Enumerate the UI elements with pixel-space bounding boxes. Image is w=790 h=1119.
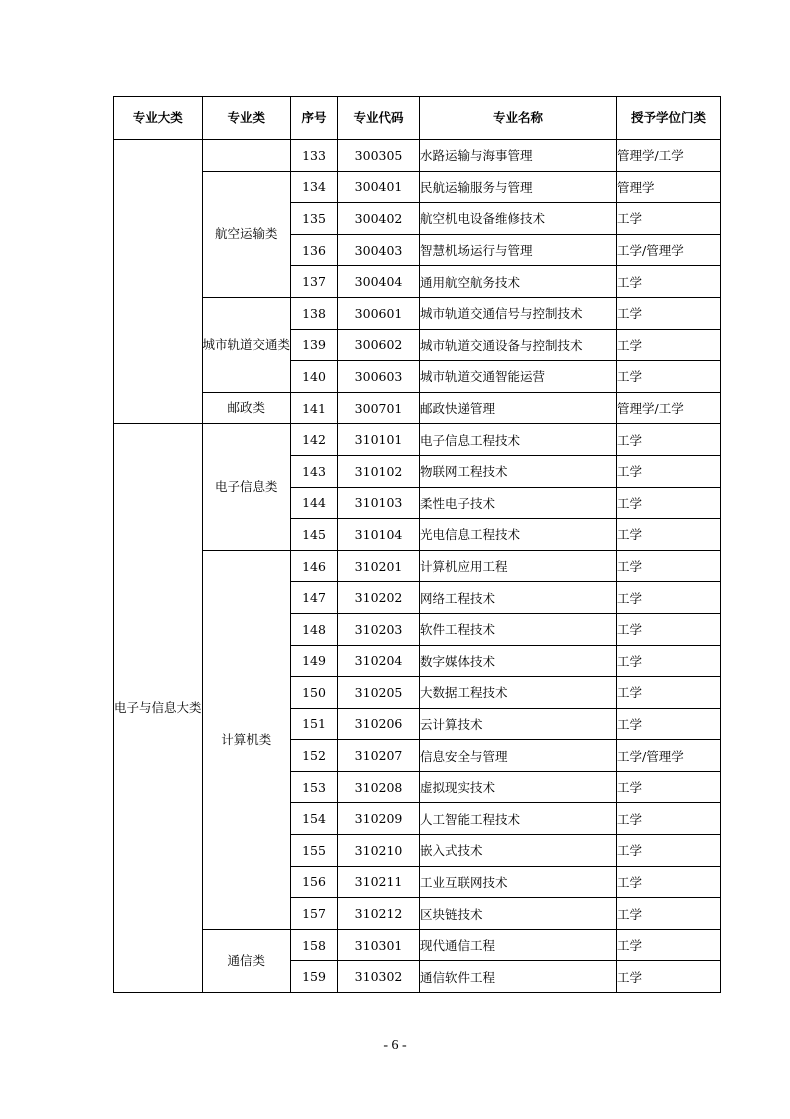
name-cell: 城市轨道交通智能运营 bbox=[420, 361, 617, 393]
name-cell: 城市轨道交通设备与控制技术 bbox=[420, 329, 617, 361]
table-row bbox=[114, 297, 721, 329]
name-cell: 区块链技术 bbox=[420, 898, 617, 930]
code-cell: 300602 bbox=[338, 329, 420, 361]
code-cell: 310212 bbox=[338, 898, 420, 930]
header-degree: 授予学位门类 bbox=[617, 97, 721, 140]
index-cell: 155 bbox=[291, 835, 338, 867]
code-cell: 300305 bbox=[338, 140, 420, 172]
code-cell: 310103 bbox=[338, 487, 420, 519]
name-cell: 民航运输服务与管理 bbox=[420, 171, 617, 203]
index-cell: 159 bbox=[291, 961, 338, 993]
degree-cell: 工学 bbox=[617, 329, 721, 361]
name-cell: 人工智能工程技术 bbox=[420, 803, 617, 835]
code-cell: 310201 bbox=[338, 550, 420, 582]
table-row bbox=[114, 392, 721, 424]
index-cell: 137 bbox=[291, 266, 338, 298]
degree-cell: 工学 bbox=[617, 803, 721, 835]
degree-cell: 工学 bbox=[617, 613, 721, 645]
header-category: 专业大类 bbox=[114, 97, 203, 140]
index-cell: 156 bbox=[291, 866, 338, 898]
code-cell: 310204 bbox=[338, 645, 420, 677]
degree-cell: 管理学/工学 bbox=[617, 140, 721, 172]
header-name: 专业名称 bbox=[420, 97, 617, 140]
code-cell: 310210 bbox=[338, 835, 420, 867]
degree-cell: 工学 bbox=[617, 898, 721, 930]
code-cell: 310206 bbox=[338, 708, 420, 740]
code-cell: 300402 bbox=[338, 203, 420, 235]
index-cell: 151 bbox=[291, 708, 338, 740]
degree-cell: 工学 bbox=[617, 455, 721, 487]
name-cell: 电子信息工程技术 bbox=[420, 424, 617, 456]
index-cell: 154 bbox=[291, 803, 338, 835]
code-cell: 300701 bbox=[338, 392, 420, 424]
index-cell: 152 bbox=[291, 740, 338, 772]
index-cell: 138 bbox=[291, 297, 338, 329]
name-cell: 城市轨道交通信号与控制技术 bbox=[420, 297, 617, 329]
degree-cell: 工学 bbox=[617, 708, 721, 740]
code-cell: 310202 bbox=[338, 582, 420, 614]
name-cell: 通用航空航务技术 bbox=[420, 266, 617, 298]
index-cell: 145 bbox=[291, 519, 338, 551]
code-cell: 310207 bbox=[338, 740, 420, 772]
index-cell: 142 bbox=[291, 424, 338, 456]
table-header-row bbox=[114, 97, 721, 140]
page-number: - 6 - bbox=[383, 1038, 407, 1053]
index-cell: 157 bbox=[291, 898, 338, 930]
name-cell: 航空机电设备维修技术 bbox=[420, 203, 617, 235]
group-cell: 电子信息类 bbox=[202, 424, 291, 550]
name-cell: 云计算技术 bbox=[420, 708, 617, 740]
index-cell: 135 bbox=[291, 203, 338, 235]
name-cell: 物联网工程技术 bbox=[420, 455, 617, 487]
degree-cell: 工学 bbox=[617, 519, 721, 551]
code-cell: 300601 bbox=[338, 297, 420, 329]
degree-cell: 工学 bbox=[617, 203, 721, 235]
group-cell bbox=[202, 140, 291, 172]
degree-cell: 工学 bbox=[617, 961, 721, 993]
code-cell: 310211 bbox=[338, 866, 420, 898]
degree-cell: 工学 bbox=[617, 835, 721, 867]
name-cell: 智慧机场运行与管理 bbox=[420, 234, 617, 266]
group-cell: 城市轨道交通类 bbox=[202, 297, 291, 392]
header-index: 序号 bbox=[291, 97, 338, 140]
code-cell: 310302 bbox=[338, 961, 420, 993]
index-cell: 158 bbox=[291, 929, 338, 961]
code-cell: 310102 bbox=[338, 455, 420, 487]
index-cell: 150 bbox=[291, 677, 338, 709]
name-cell: 数字媒体技术 bbox=[420, 645, 617, 677]
degree-cell: 工学 bbox=[617, 550, 721, 582]
index-cell: 144 bbox=[291, 487, 338, 519]
group-cell: 通信类 bbox=[202, 929, 291, 992]
code-cell: 310301 bbox=[338, 929, 420, 961]
code-cell: 310205 bbox=[338, 677, 420, 709]
code-cell: 300603 bbox=[338, 361, 420, 393]
degree-cell: 工学 bbox=[617, 424, 721, 456]
degree-cell: 工学 bbox=[617, 487, 721, 519]
code-cell: 310101 bbox=[338, 424, 420, 456]
index-cell: 147 bbox=[291, 582, 338, 614]
name-cell: 水路运输与海事管理 bbox=[420, 140, 617, 172]
table-body bbox=[114, 140, 721, 993]
name-cell: 嵌入式技术 bbox=[420, 835, 617, 867]
group-cell: 航空运输类 bbox=[202, 171, 291, 297]
degree-cell: 管理学/工学 bbox=[617, 392, 721, 424]
degree-cell: 工学 bbox=[617, 771, 721, 803]
index-cell: 133 bbox=[291, 140, 338, 172]
index-cell: 134 bbox=[291, 171, 338, 203]
name-cell: 虚拟现实技术 bbox=[420, 771, 617, 803]
name-cell: 通信软件工程 bbox=[420, 961, 617, 993]
index-cell: 148 bbox=[291, 613, 338, 645]
degree-cell: 工学 bbox=[617, 266, 721, 298]
degree-cell: 工学 bbox=[617, 929, 721, 961]
name-cell: 邮政快递管理 bbox=[420, 392, 617, 424]
degree-cell: 工学 bbox=[617, 866, 721, 898]
index-cell: 153 bbox=[291, 771, 338, 803]
degree-cell: 工学 bbox=[617, 677, 721, 709]
code-cell: 310208 bbox=[338, 771, 420, 803]
code-cell: 310203 bbox=[338, 613, 420, 645]
code-cell: 300403 bbox=[338, 234, 420, 266]
header-code: 专业代码 bbox=[338, 97, 420, 140]
name-cell: 柔性电子技术 bbox=[420, 487, 617, 519]
table-row bbox=[114, 550, 721, 582]
code-cell: 300404 bbox=[338, 266, 420, 298]
name-cell: 软件工程技术 bbox=[420, 613, 617, 645]
index-cell: 143 bbox=[291, 455, 338, 487]
category-cell bbox=[114, 140, 203, 424]
index-cell: 140 bbox=[291, 361, 338, 393]
table-row bbox=[114, 424, 721, 456]
index-cell: 146 bbox=[291, 550, 338, 582]
index-cell: 141 bbox=[291, 392, 338, 424]
index-cell: 139 bbox=[291, 329, 338, 361]
table-row bbox=[114, 929, 721, 961]
name-cell: 计算机应用工程 bbox=[420, 550, 617, 582]
degree-cell: 工学 bbox=[617, 582, 721, 614]
index-cell: 149 bbox=[291, 645, 338, 677]
degree-cell: 工学/管理学 bbox=[617, 740, 721, 772]
name-cell: 网络工程技术 bbox=[420, 582, 617, 614]
table-row bbox=[114, 171, 721, 203]
majors-table bbox=[113, 96, 721, 993]
index-cell: 136 bbox=[291, 234, 338, 266]
table-row bbox=[114, 140, 721, 172]
degree-cell: 工学 bbox=[617, 297, 721, 329]
name-cell: 信息安全与管理 bbox=[420, 740, 617, 772]
code-cell: 310104 bbox=[338, 519, 420, 551]
group-cell: 邮政类 bbox=[202, 392, 291, 424]
name-cell: 大数据工程技术 bbox=[420, 677, 617, 709]
degree-cell: 工学/管理学 bbox=[617, 234, 721, 266]
code-cell: 310209 bbox=[338, 803, 420, 835]
degree-cell: 工学 bbox=[617, 645, 721, 677]
degree-cell: 管理学 bbox=[617, 171, 721, 203]
group-cell: 计算机类 bbox=[202, 550, 291, 929]
name-cell: 光电信息工程技术 bbox=[420, 519, 617, 551]
category-cell: 电子与信息大类 bbox=[114, 424, 203, 993]
header-group: 专业类 bbox=[202, 97, 291, 140]
name-cell: 工业互联网技术 bbox=[420, 866, 617, 898]
code-cell: 300401 bbox=[338, 171, 420, 203]
degree-cell: 工学 bbox=[617, 361, 721, 393]
name-cell: 现代通信工程 bbox=[420, 929, 617, 961]
